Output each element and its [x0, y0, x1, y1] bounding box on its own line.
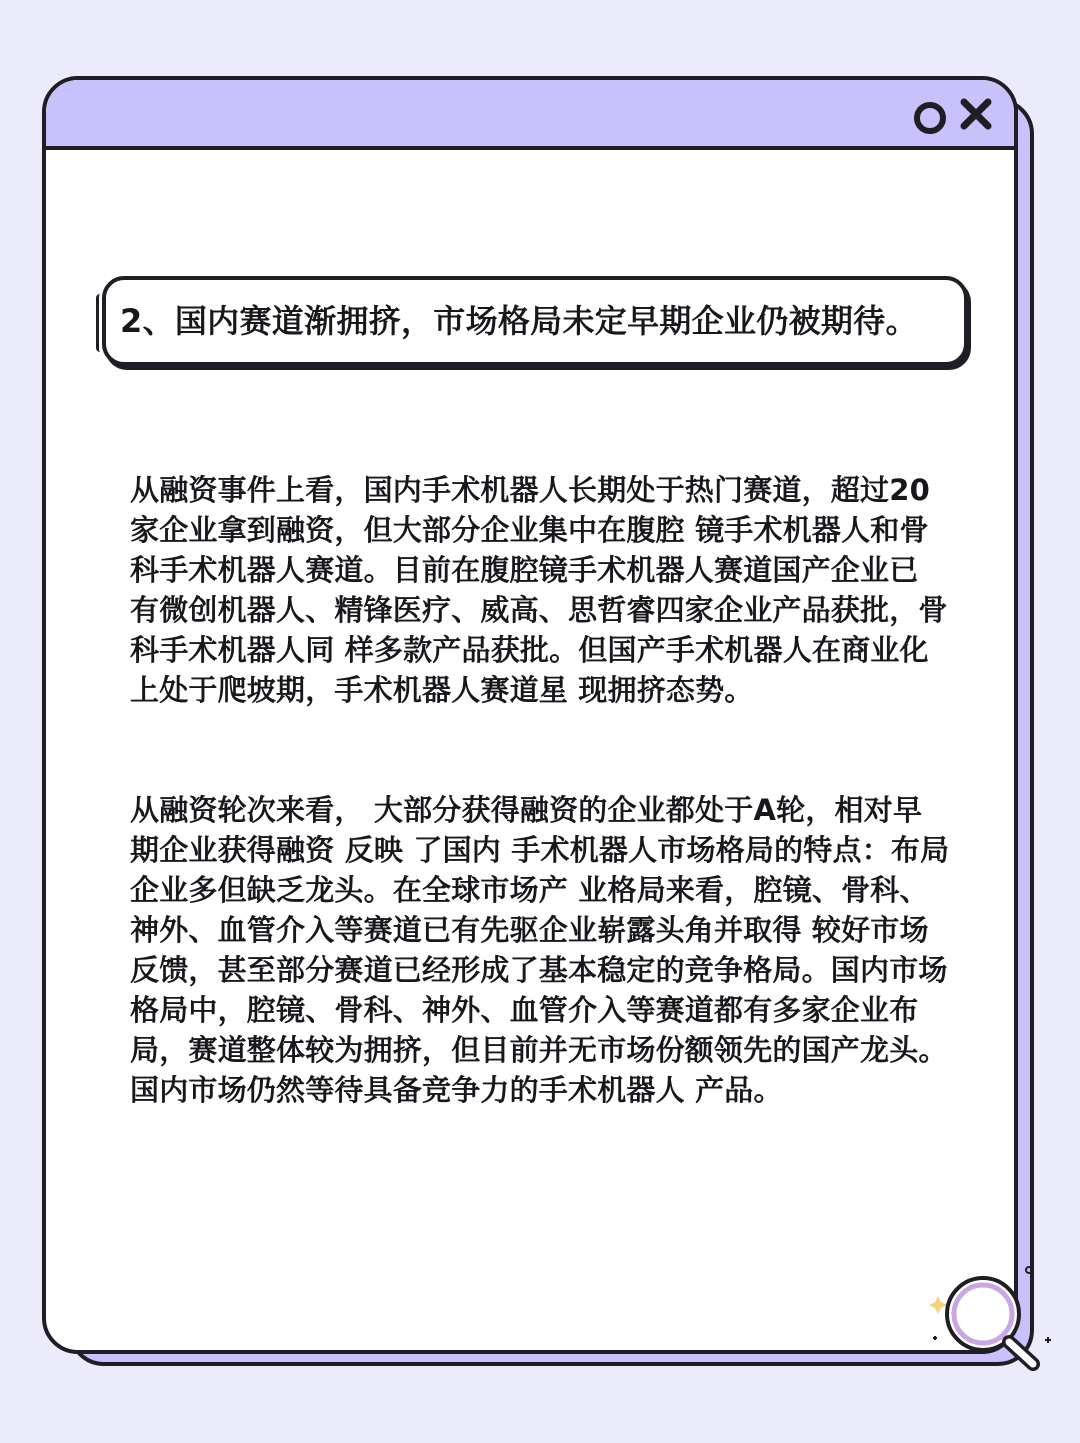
app-window: [42, 76, 1018, 1354]
section-heading: 2、国内赛道渐拥挤，市场格局未定早期企业仍被期待。: [120, 302, 918, 340]
heading-box: [102, 276, 968, 366]
paragraph-2: 从融资轮次来看， 大部分获得融资的企业都处于A轮，相对早期企业获得融资 反映 了国内 手术机器人市场格局的特点：布局企业多但缺乏龙头。在全球市场产 业格局来看，腔镜、骨科、神外、血管介入等赛道已有先驱企业崭露头角并取得 较好市场反馈，甚至部分赛道已经形成了基本稳定的竞争格局。国内市场格局中，腔镜、骨科、神外、血管介入等赛道都有多家企业布局，赛道整体较为拥挤，但目前并无市场份额领先的国产龙头。国内市场仍然等待具备竞争力的手术机器人 产品。: [130, 793, 950, 1107]
magnifier-icon: [925, 1266, 1055, 1386]
close-icon[interactable]: [958, 96, 994, 132]
circle-icon[interactable]: [914, 102, 946, 134]
paragraph-1: 从融资事件上看，国内手术机器人长期处于热门赛道，超过20 家企业拿到融资，但大部分企业集中在腹腔 镜手术机器人和骨科手术机器人赛道。目前在腹腔镜手术机器人赛道国产企业已 有微创机器人、精锋医疗、威高、思哲睿四家企业产品获批，骨科手术机器人同 样多款产品获批。但国产手术机器人在商业化上处于爬坡期，手术机器人赛道星 现拥挤态势。: [130, 473, 948, 707]
title-bar: [46, 80, 1014, 150]
